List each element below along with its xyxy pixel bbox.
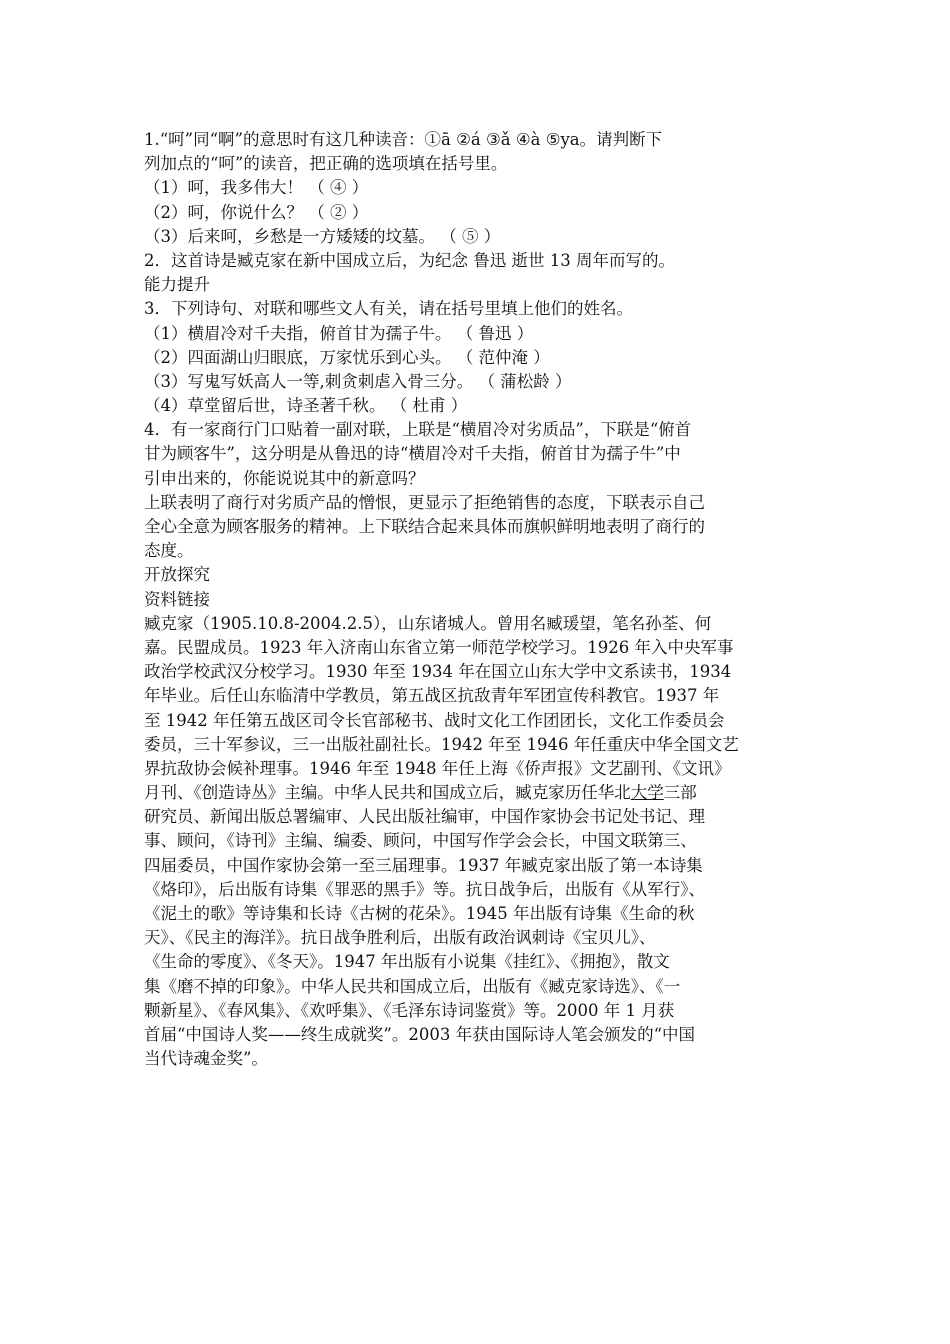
bio-line: 嘉。民盟成员。1923 年入济南山东省立第一师范学校学习。1926 年入中央军事 xyxy=(144,637,734,657)
university-link[interactable]: 大学 xyxy=(630,783,664,803)
question-1-line-1: 1.“呵”同“啊”的意思时有这几种读音：①ā ②á ③ǎ ④à ⑤ya。请判断下 xyxy=(144,130,663,149)
bio-line: 四届委员，中国作家协会第一至三届理事。1937 年臧克家出版了第一本诗集 xyxy=(144,855,703,875)
section-heading-link: 资料链接 xyxy=(144,589,210,609)
question-3-item-1: （1）横眉冷对千夫指，俯首甘为孺子牛。 （ 鲁迅 ） xyxy=(144,323,534,343)
question-1-item-3: （3）后来呵，乡愁是一方矮矮的坟墓。 （ ⑤ ） xyxy=(144,226,501,246)
question-2: 2．这首诗是臧克家在新中国成立后，为纪念 鲁迅 逝世 13 周年而写的。 xyxy=(144,250,675,270)
question-3-item-2: （2）四面湖山归眼底，万家忧乐到心头。 （ 范仲淹 ） xyxy=(144,347,550,367)
question-4-line-1: 4．有一家商行门口贴着一副对联，上联是“横眉冷对劣质品”，下联是“俯首 xyxy=(144,420,692,440)
bio-line: 年毕业。后任山东临清中学教员，第五战区抗敌青年军团宣传科教官。1937 年 xyxy=(144,686,720,706)
question-3-prompt: 3．下列诗句、对联和哪些文人有关，请在括号里填上他们的姓名。 xyxy=(144,299,633,319)
bio-line: 首届“中国诗人奖——终生成就奖”。2003 年获由国际诗人笔会颁发的“中国 xyxy=(144,1024,696,1044)
question-4-answer-line-1: 上联表明了商行对劣质产品的憎恨，更显示了拒绝销售的态度，下联表示自己 xyxy=(144,492,705,512)
section-heading-ability: 能力提升 xyxy=(144,275,210,295)
bio-line: 委员，三十军参议，三一出版社副社长。1942 年至 1946 年任重庆中华全国文艺 xyxy=(144,734,739,754)
bio-line: 政治学校武汉分校学习。1930 年至 1934 年在国立山东大学中文系读书，1934 xyxy=(144,662,732,682)
bio-text: 月刊、《创造诗丛》主编。中华人民共和国成立后，臧克家历任华北 xyxy=(144,783,631,803)
biography-paragraph xyxy=(144,612,814,1072)
bio-text: 三部 xyxy=(663,783,697,803)
bio-line: 集《磨不掉的印象》。中华人民共和国成立后，出版有《臧克家诗选》、《一 xyxy=(144,976,681,996)
bio-line: 界抗敌协会候补理事。1946 年至 1948 年任上海《侨声报》文艺副刊、《文讯》 xyxy=(144,758,731,778)
question-4-line-2: 甘为顾客牛”，这分明是从鲁迅的诗“横眉冷对千夫指，俯首甘为孺子牛”中 xyxy=(144,444,681,464)
bio-line: 当代诗魂金奖”。 xyxy=(144,1049,268,1069)
bio-line: 《烙印》，后出版有诗集《罪恶的黑手》等。抗日战争后，出版有《从军行》、 xyxy=(144,879,705,899)
question-4-line-3: 引申出来的，你能说说其中的新意吗？ xyxy=(144,468,425,488)
bio-line xyxy=(144,781,814,805)
question-3-item-4: （4）草堂留后世，诗圣著千秋。 （ 杜甫 ） xyxy=(144,396,468,416)
question-1-item-2: （2）呵，你说什么？ （ ② ） xyxy=(144,202,369,222)
bio-line: 天》、《民主的海洋》。抗日战争胜利后，出版有政治讽刺诗《宝贝儿》、 xyxy=(144,928,656,948)
document-page xyxy=(144,128,814,1071)
section-heading-open: 开放探究 xyxy=(144,565,210,585)
question-4-answer-line-2: 全心全意为顾客服务的精神。上下联结合起来具体而旗帜鲜明地表明了商行的 xyxy=(144,517,705,536)
bio-line: 《泥土的歌》等诗集和长诗《古树的花朵》。1945 年出版有诗集《生命的秋 xyxy=(144,904,695,923)
bio-line: 研究员、新闻出版总署编审、人民出版社编审，中国作家协会书记处书记、理 xyxy=(144,807,705,827)
question-1-item-1: （1）呵，我多伟大！ （ ④ ） xyxy=(144,178,369,198)
bio-line: 至 1942 年任第五战区司令长官部秘书、战时文化工作团团长，文化工作委员会 xyxy=(144,710,725,730)
question-4-answer-line-3: 态度。 xyxy=(144,541,194,561)
question-1-line-2: 列加点的“呵”的读音，把正确的选项填在括号里。 xyxy=(144,154,508,174)
bio-line: 事、顾问，《诗刊》主编、编委、顾问，中国写作学会会长，中国文联第三、 xyxy=(144,831,697,851)
question-3-item-3: （3）写鬼写妖高人一等,刺贪刺虐入骨三分。 （ 蒲松龄 ） xyxy=(144,371,572,391)
bio-line: 臧克家（1905.10.8-2004.2.5），山东诸城人。曾用名臧瑗望，笔名孙荃、何 xyxy=(144,613,712,633)
bio-line: 《生命的零度》、《冬天》。1947 年出版有小说集《挂红》、《拥抱》，散文 xyxy=(144,952,670,972)
bio-line: 颗新星》、《春风集》、《欢呼集》、《毛泽东诗词鉴赏》等。2000 年 1 月获 xyxy=(144,1000,675,1020)
